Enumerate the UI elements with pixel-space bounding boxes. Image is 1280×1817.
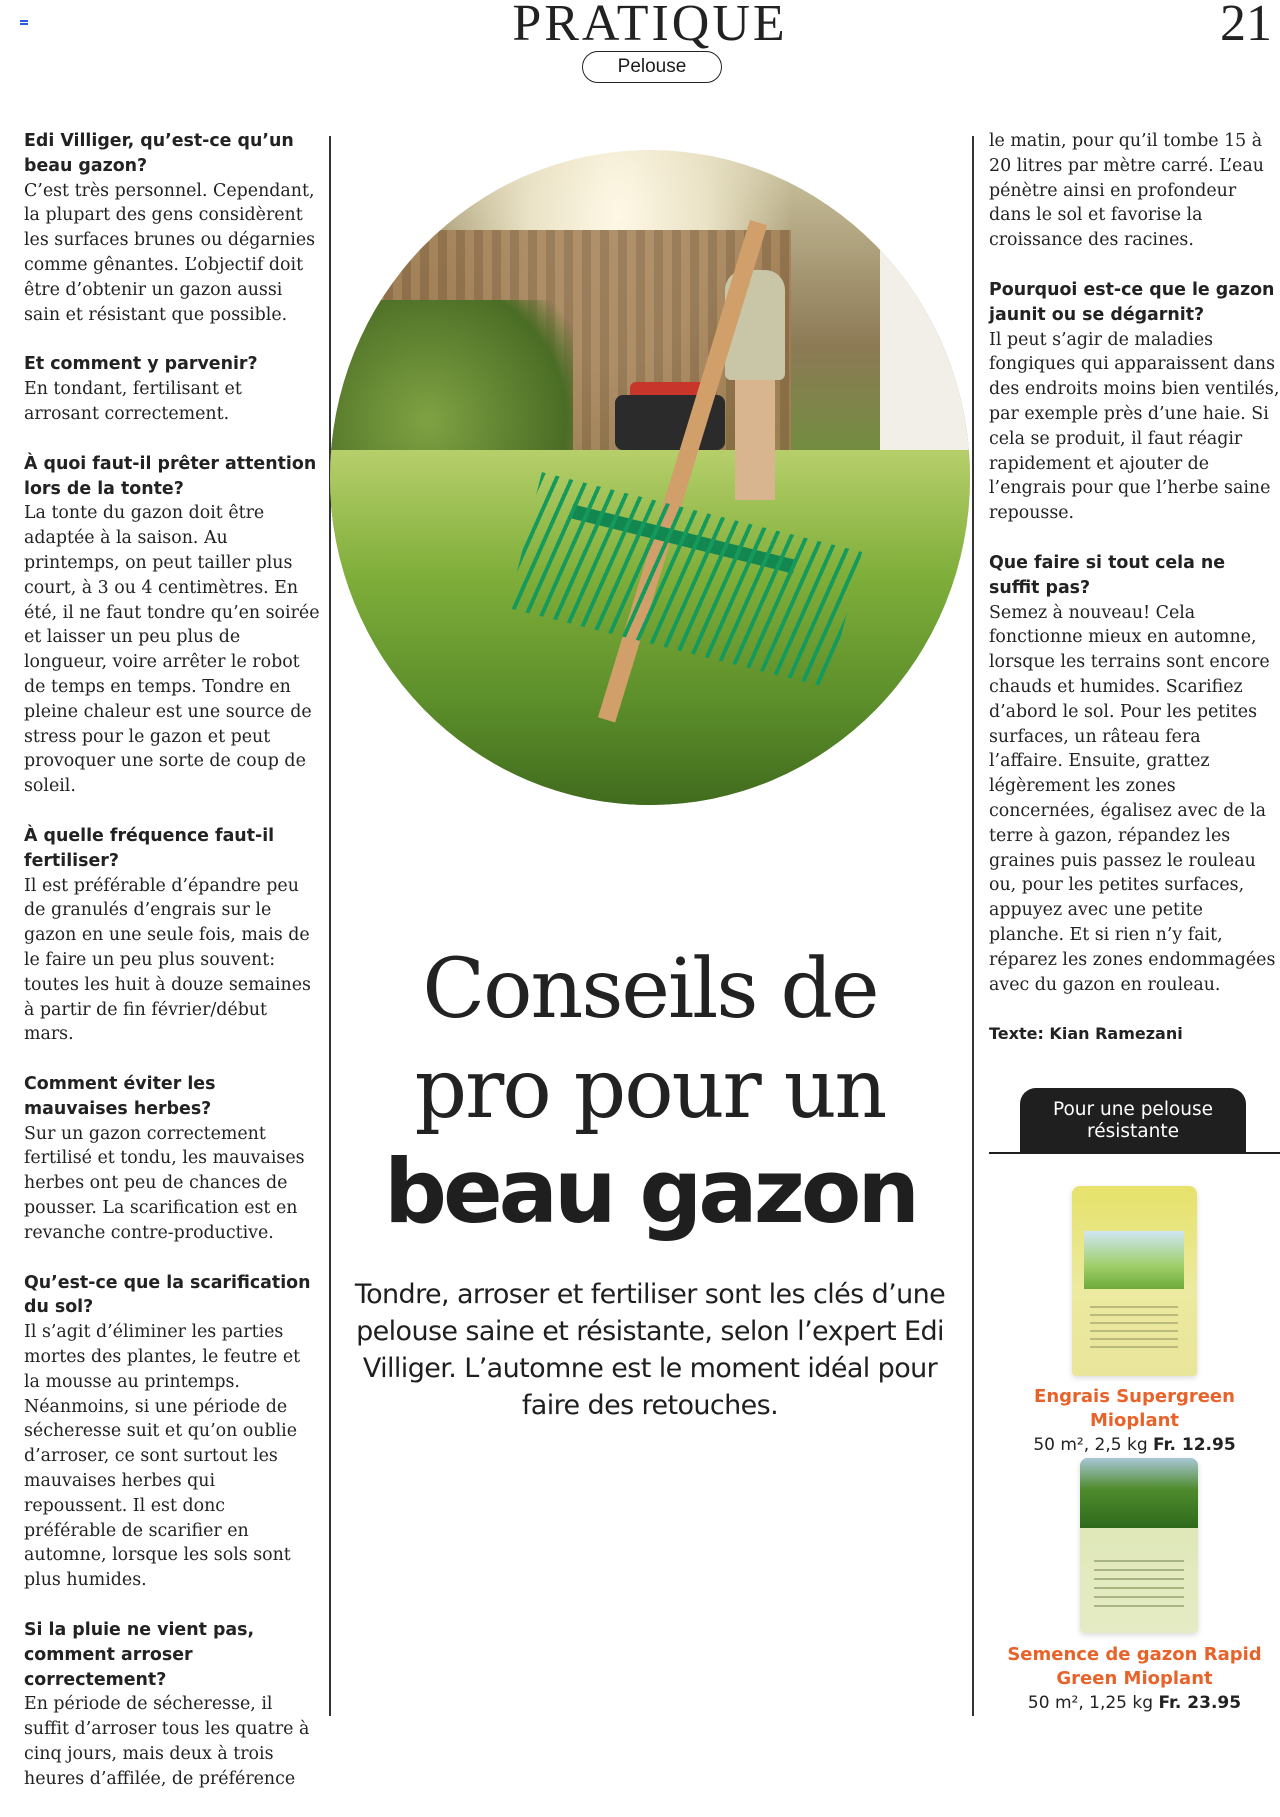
fertilizer-bag-image[interactable] bbox=[1072, 1186, 1197, 1376]
question: Comment éviter les mauvaises herbes? bbox=[24, 1074, 216, 1119]
answer: Il est préférable d’épandre peu de granulés d’engrais sur le gazon en une seule fois, mais de le faire un peu plus souvent: toutes les huit à douze semaines à partir de fin février/début mars. bbox=[24, 875, 311, 1045]
page-number: 21 bbox=[1220, 0, 1272, 52]
answer: La tonte du gazon doit être adaptée à la saison. Au printemps, on peut tailler plus court, à 3 ou 4 centimètres. En été, il ne faut tondre qu’en soirée et laisser un peu plus de longueur, voire arrêter le robot de temps en temps. Tondre en pleine chaleur est une source de stress pour le gazon et peut provoquer une sorte de coup de soleil. bbox=[24, 503, 320, 797]
question: Que faire si tout cela ne suffit pas? bbox=[989, 552, 1226, 598]
interview-right-column bbox=[989, 129, 1280, 1047]
column-divider-right bbox=[972, 136, 974, 1716]
answer: Sur un gazon correctement fertilisé et tondu, les mauvaises herbes ont peu de chances de pousser. La scarification est en revanche contre-productive. bbox=[24, 1123, 305, 1243]
lawn-rake-photo bbox=[330, 150, 970, 805]
answer: C’est très personnel. Cependant, la plupart des gens considèrent les surfaces brunes ou dégarnies comme gênantes. L’objectif doit être d’obtenir un gazon aussi sain et résistant que possible. bbox=[24, 180, 316, 325]
product-name: Semence de gazon Rapid Green Mioplant bbox=[1007, 1644, 1262, 1689]
interview-left-column bbox=[24, 129, 320, 1817]
product-box-rule bbox=[989, 1152, 1280, 1154]
product-detail: 50 m², 2,5 kg bbox=[1033, 1435, 1148, 1455]
answer: Il s’agit d’éliminer les parties mortes des plantes, le feutre et la mousse au printemps. Néanmoins, si une période de sécheresse suit et qu’on oublie d’arroser, ce sont surtout les mauvaises herbes qui repoussent. Il est donc préférable de scarifier en automne, lorsque les sols sont plus humides. bbox=[24, 1322, 301, 1591]
product-detail: 50 m², 1,25 kg bbox=[1027, 1693, 1154, 1713]
lead-paragraph: Tondre, arroser et fertiliser sont les clés d’une pelouse saine et résistante, selon l’expert Edi Villiger. L’automne est le moment idéal pour faire des retouches. bbox=[354, 1279, 946, 1421]
rubric-badge: Pelouse bbox=[582, 51, 722, 83]
product-price: Fr. 12.95 bbox=[1153, 1435, 1236, 1455]
product-box-title: Pour une pelouse résistante bbox=[1020, 1088, 1246, 1154]
answer: En période de sécheresse, il suffit d’arroser tous les quatre à cinq jours, mais deux à trois heures d’affilée, de préférence bbox=[24, 1694, 310, 1789]
question: Edi Villiger, qu’est-ce qu’un beau gazon? bbox=[24, 131, 294, 176]
question: À quoi faut-il prêter attention lors de la tonte? bbox=[24, 453, 317, 499]
headline bbox=[330, 940, 970, 1244]
question: Pourquoi est-ce que le gazon jaunit ou se dégarnit? bbox=[989, 279, 1275, 325]
question: Qu’est-ce que la scarification du sol? bbox=[24, 1272, 311, 1318]
headline-line-3: beau gazon bbox=[383, 1140, 917, 1243]
product-item[interactable] bbox=[989, 1643, 1280, 1715]
question: À quelle fréquence faut-il fertiliser? bbox=[24, 825, 275, 871]
product-price: Fr. 23.95 bbox=[1158, 1693, 1242, 1713]
section-title: PRATIQUE bbox=[512, 0, 788, 52]
question: Et comment y parvenir? bbox=[24, 354, 258, 375]
product-meta bbox=[989, 1691, 1280, 1715]
menu-icon[interactable] bbox=[20, 20, 28, 25]
seed-bag-image[interactable] bbox=[1080, 1458, 1198, 1633]
product-meta bbox=[989, 1433, 1280, 1457]
product-item[interactable] bbox=[989, 1385, 1280, 1457]
answer-continuation: le matin, pour qu’il tombe 15 à 20 litres par mètre carré. L’eau pénètre ainsi en profondeur dans le sol et favorise la croissance des racines. bbox=[989, 131, 1264, 251]
answer: Il peut s’agir de maladies fongiques qui apparaissent dans des endroits moins bien ventilés, par exemple près d’une haie. Si cela se produit, il faut réagir rapidement et ajouter de l’engrais pour que l’herbe saine repousse. bbox=[989, 329, 1280, 524]
question: Si la pluie ne vient pas, comment arroser correctement? bbox=[24, 1620, 255, 1690]
headline-line-1: Conseils de bbox=[422, 942, 878, 1037]
answer: En tondant, fertilisant et arrosant correctement. bbox=[24, 379, 242, 424]
author-credit: Texte: Kian Ramezani bbox=[989, 1024, 1183, 1044]
answer: Semez à nouveau! Cela fonctionne mieux en automne, lorsque les terrains sont encore chauds et humides. Scarifiez d’abord le sol. Pour les petites surfaces, un râteau fera l’affaire. Ensuite, grattez légèrement les zones concernées, égalisez avec de la terre à gazon, répandez les graines puis passez le rouleau ou, pour les petites surfaces, appuyez avec une petite planche. Et si rien n’y fait, réparez les zones endommagées avec du gazon en rouleau. bbox=[989, 602, 1276, 995]
product-name: Engrais Supergreen Mioplant bbox=[1034, 1386, 1235, 1431]
headline-line-2: pro pour un bbox=[414, 1042, 886, 1137]
